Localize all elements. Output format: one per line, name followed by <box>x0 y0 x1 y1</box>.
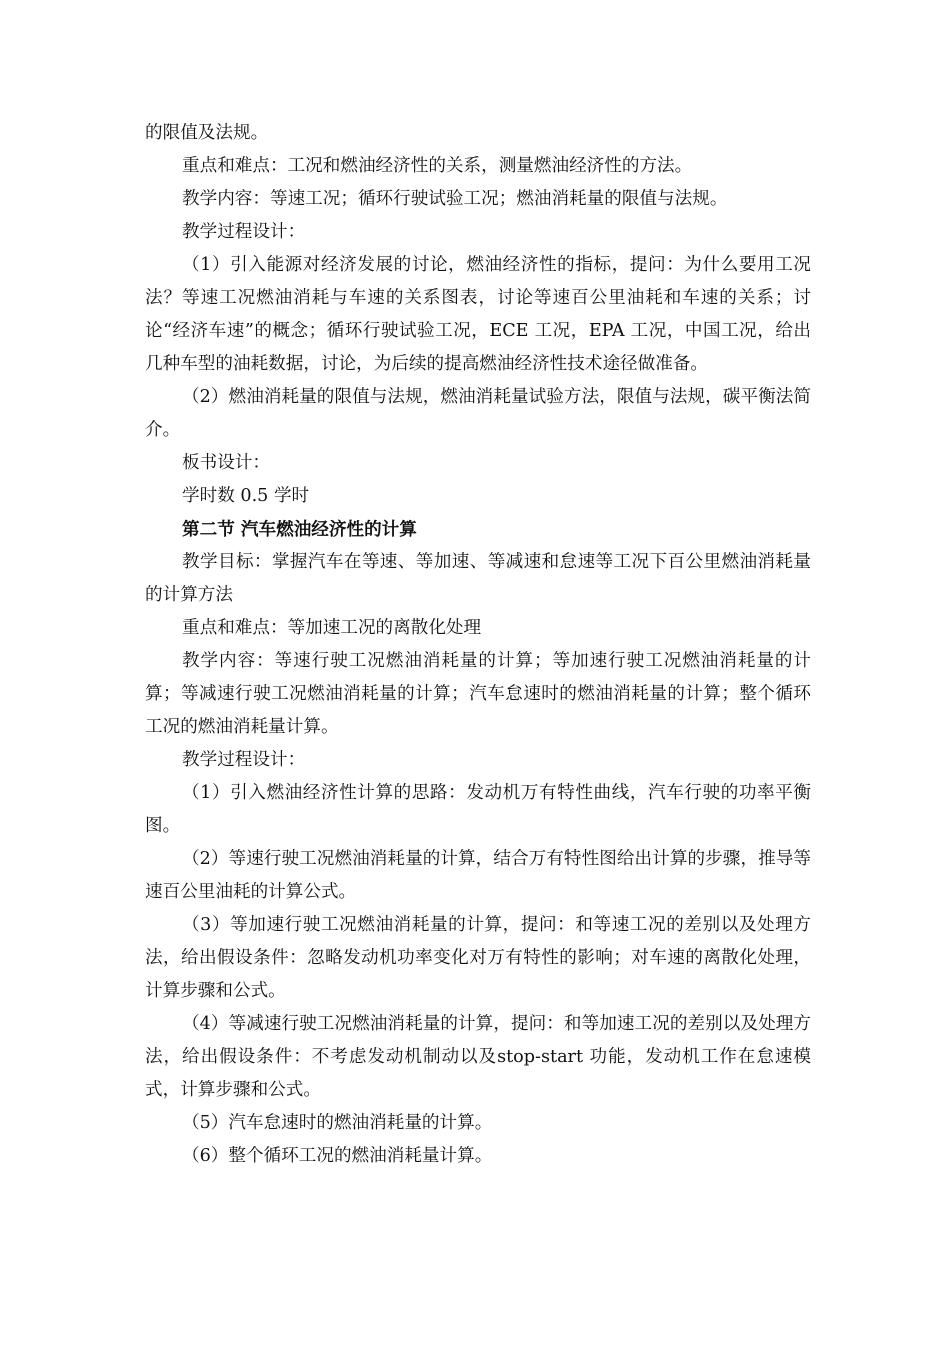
paragraph-teaching-content: 教学内容：等速工况；循环行驶试验工况；燃油消耗量的限值与法规。 <box>182 189 728 209</box>
paragraph-teaching-content-2: 教学内容：等速行驶工况燃油消耗量的计算；等加速行驶工况燃油消耗量的计算；等减速行驶工况燃油消耗量的计算；汽车怠速时的燃油消耗量的计算；整个循环工况的燃油消耗量计算。 <box>145 651 811 737</box>
paragraph-teaching-goal: 教学目标：掌握汽车在等速、等加速、等减速和怠速等工况下百公里燃油消耗量的计算方法 <box>145 552 811 605</box>
paragraph-step-4: （4）等减速行驶工况燃油消耗量的计算，提问：和等加速工况的差别以及处理方法，给出假设条件：不考虑发动机制动以及stop-start 功能，发动机工作在怠速模式，计算步骤和公式。 <box>145 1014 811 1100</box>
section-heading: 第二节 汽车燃油经济性的计算 <box>182 519 417 540</box>
paragraph-process-label: 教学过程设计： <box>182 222 306 242</box>
paragraph-step-1: （1）引入燃油经济性计算的思路：发动机万有特性曲线，汽车行驶的功率平衡图。 <box>145 783 811 836</box>
paragraph-continuation: 的限值及法规。 <box>145 123 269 143</box>
paragraph-process-item-1: （1）引入能源对经济发展的讨论，燃油经济性的指标，提问：为什么要用工况法？等速工况燃油消耗与车速的关系图表，讨论等速百公里油耗和车速的关系；讨论“经济车速”的概念；循环行驶试验工况，ECE 工况，EPA 工况，中国工况，给出几种车型的油耗数据，讨论，为后续的提高燃油经济性技术途径做准备。 <box>145 255 811 374</box>
paragraph-process-item-2: （2）燃油消耗量的限值与法规，燃油消耗量试验方法，限值与法规，碳平衡法简介。 <box>145 387 811 440</box>
paragraph-key-points: 重点和难点：工况和燃油经济性的关系，测量燃油经济性的方法。 <box>182 156 693 176</box>
paragraph-process-label-2: 教学过程设计： <box>182 750 306 770</box>
paragraph-step-3: （3）等加速行驶工况燃油消耗量的计算，提问：和等速工况的差别以及处理方法，给出假设条件：忽略发动机功率变化对万有特性的影响；对车速的离散化处理，计算步骤和公式。 <box>145 915 811 1001</box>
paragraph-board-design: 板书设计： <box>182 453 270 473</box>
paragraph-step-2: （2）等速行驶工况燃油消耗量的计算，结合万有特性图给出计算的步骤，推导等速百公里油耗的计算公式。 <box>145 849 811 902</box>
paragraph-class-hours: 学时数 0.5 学时 <box>182 486 310 506</box>
paragraph-step-6: （6）整个循环工况的燃油消耗量计算。 <box>182 1146 493 1166</box>
paragraph-step-5: （5）汽车怠速时的燃油消耗量的计算。 <box>182 1113 493 1133</box>
paragraph-key-points-2: 重点和难点：等加速工况的离散化处理 <box>182 618 482 638</box>
